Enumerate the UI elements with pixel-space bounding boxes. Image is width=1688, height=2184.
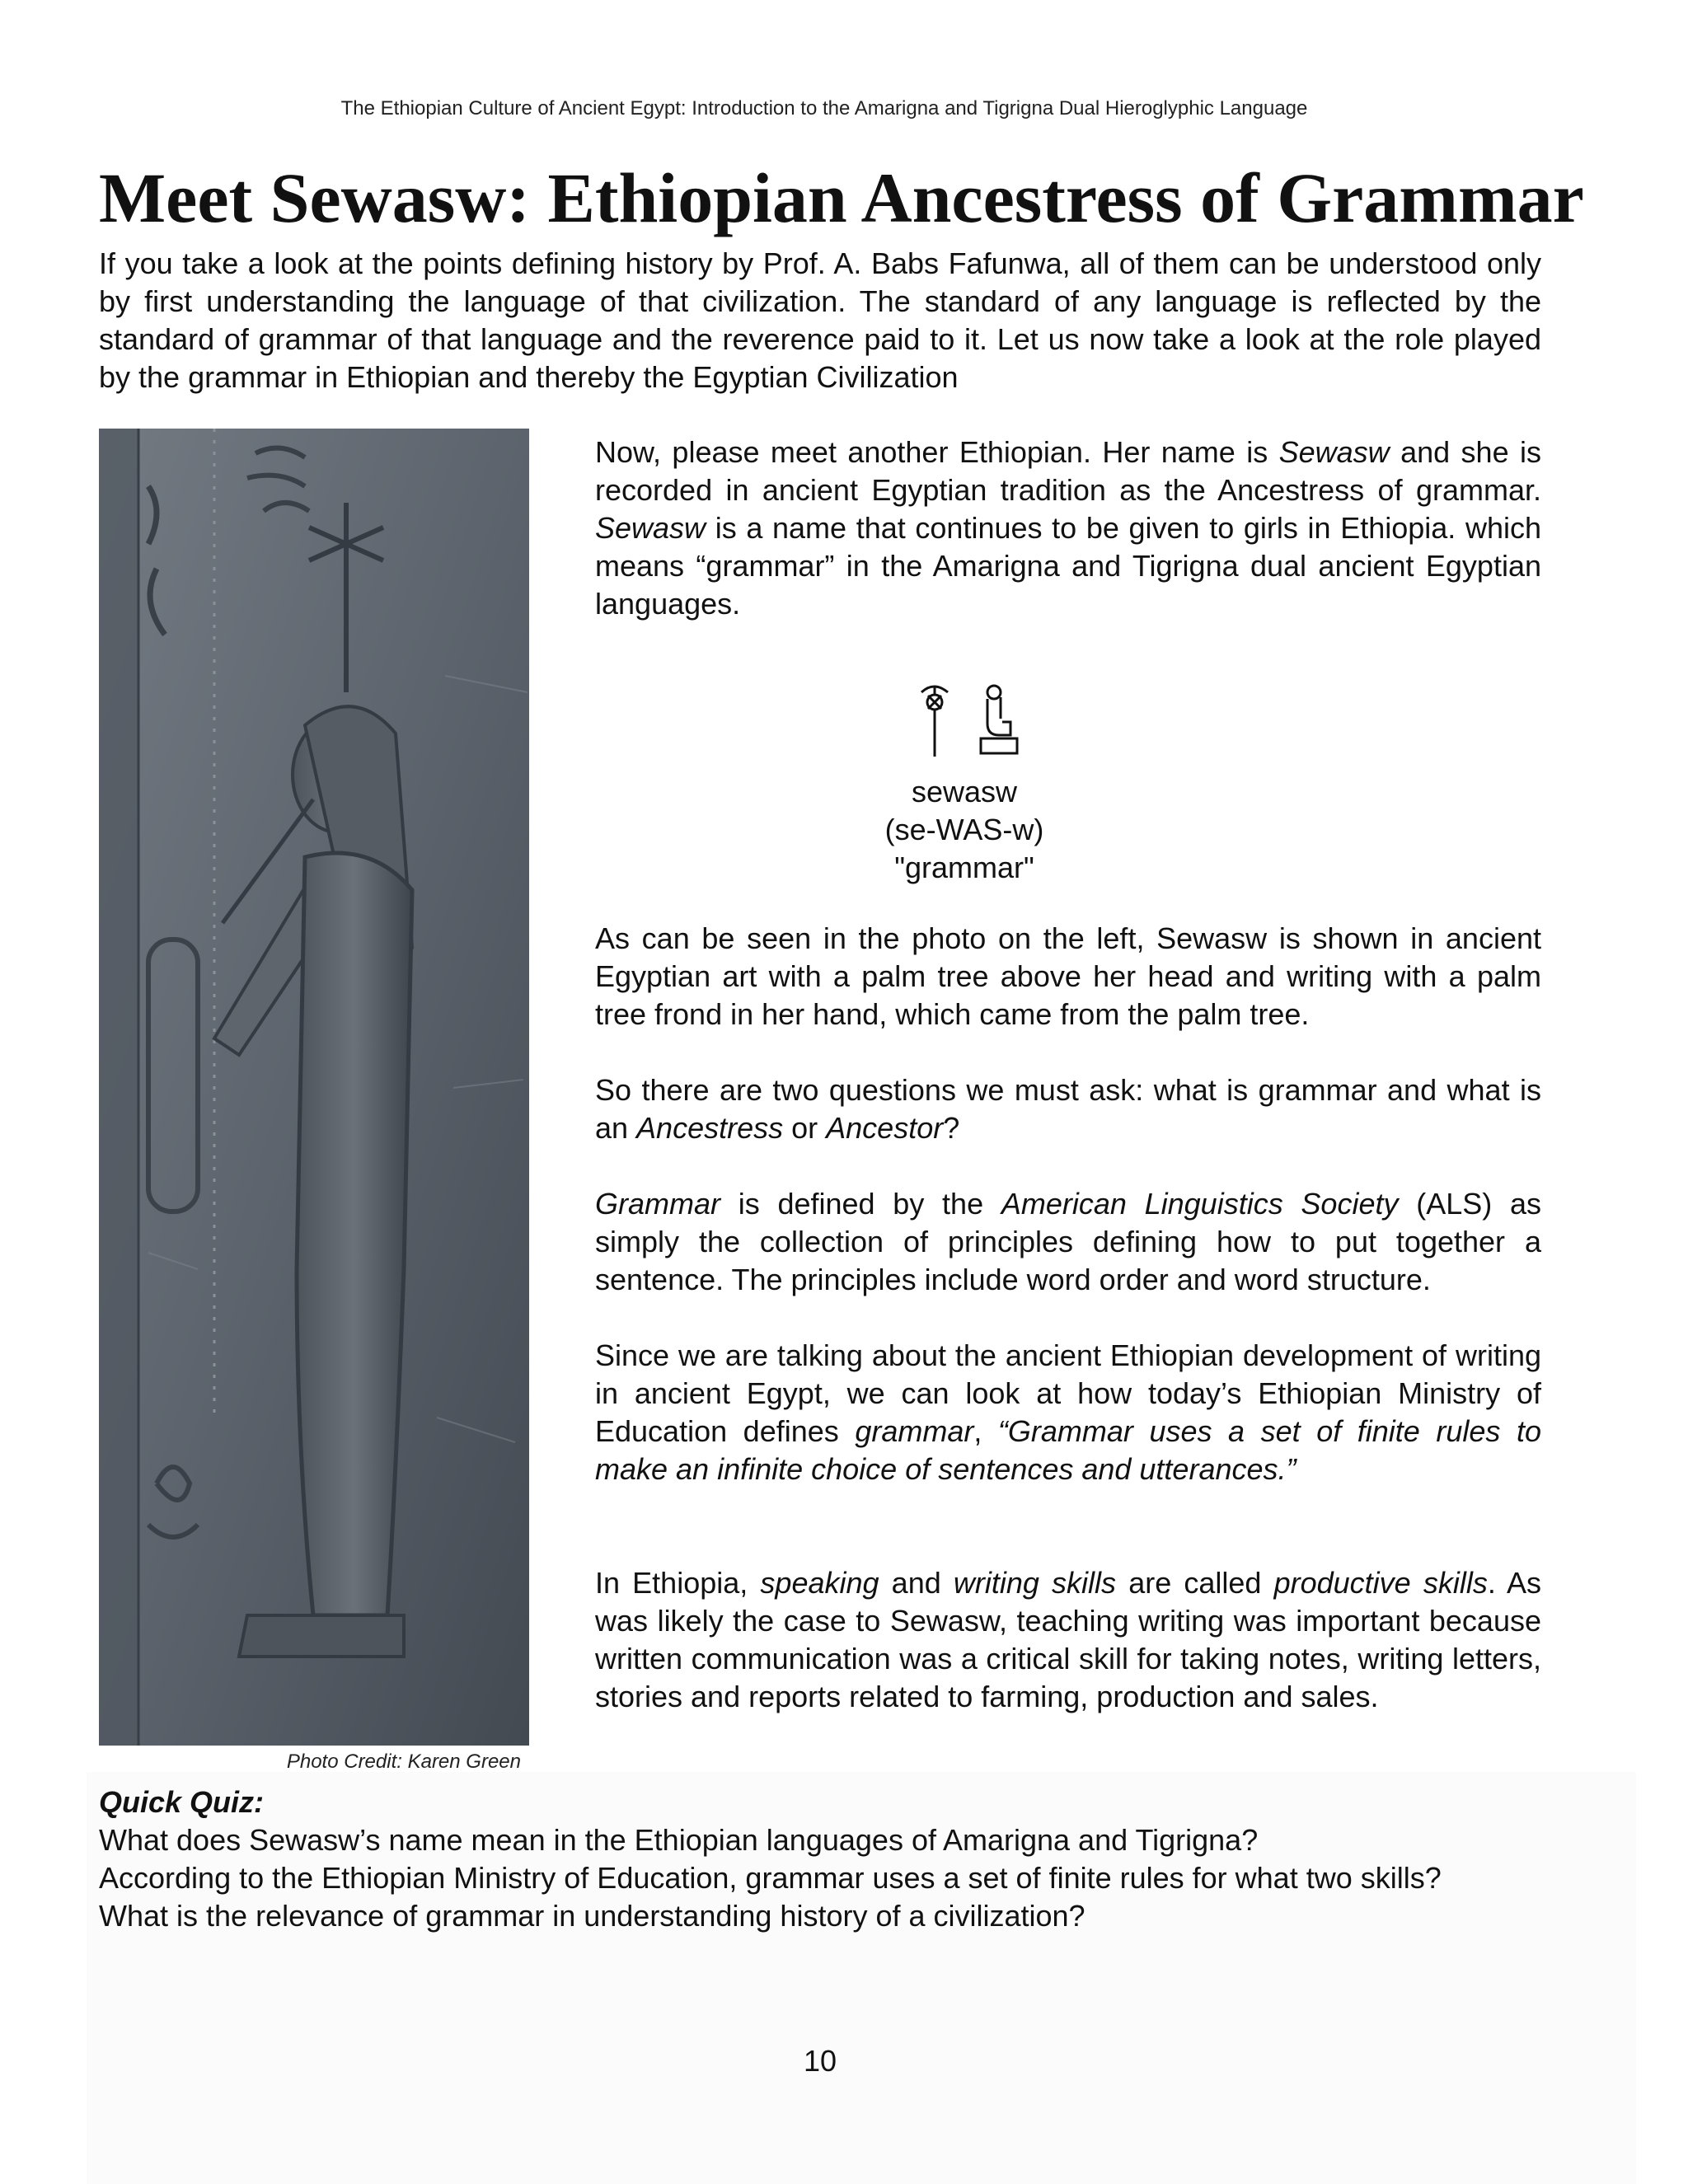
text-run: and she is recorded in ancient Egyptian tradition as the Ancestress of grammar. — [595, 435, 1541, 507]
text-run: Now, please meet another Ethiopian. Her name is — [595, 435, 1279, 469]
text-run-italic: Grammar — [595, 1187, 720, 1221]
paragraph-meet-sewasw — [595, 434, 1541, 623]
running-header: The Ethiopian Culture of Ancient Egypt: Introduction to the Amarigna and Tigrigna Dual Hieroglyphic Language — [340, 97, 1308, 120]
text-run: is a name that continues to be given to girls in Ethiopia. which means “grammar” in the Amarigna and Tigrigna dual ancient Egyptian languages. — [595, 511, 1541, 621]
quiz-question: According to the Ethiopian Ministry of Education, grammar uses a set of finite rules for what two skills? — [99, 1861, 1442, 1895]
relief-photo-illustration — [99, 429, 529, 1746]
seshat-hieroglyph-icon — [915, 681, 1022, 760]
text-run: . As was likely the case to Sewasw, teaching writing was important because written communication was a critical skill for taking notes, writing letters, stories and reports related to farming, production and sales. — [595, 1566, 1541, 1713]
text-run: or — [783, 1111, 827, 1145]
intro-paragraph: If you take a look at the points defining history by Prof. A. Babs Fafunwa, all of them can be understood only by first understanding the language of that civilization. The standard of any language is reflected by the standard of grammar of that language and the reverence paid to it. Let us now take a look at the role played by the grammar in Ethiopian and thereby the Egyptian Civilization — [99, 246, 1541, 394]
quiz-heading: Quick Quiz: — [99, 1785, 265, 1819]
page-title: Meet Sewasw: Ethiopian Ancestress of Grammar — [99, 158, 1584, 237]
text-run-italic: Sewasw — [595, 511, 706, 545]
text-run-italic: Ancestress — [636, 1111, 784, 1145]
text-run-italic: Sewasw — [1278, 435, 1390, 469]
text-run: (ALS) as simply the collection of principles defining how to put together a sentence. The principles include word order and word structure. — [595, 1187, 1541, 1296]
hieroglyph-pronunciation: (se-WAS-w) — [884, 813, 1044, 846]
paragraph-ministry-definition — [595, 1337, 1541, 1488]
quiz-questions — [99, 1821, 1442, 1935]
page-number: 10 — [803, 2044, 837, 2078]
quiz-question: What is the relevance of grammar in understanding history of a civilization? — [99, 1899, 1085, 1933]
text-run: is defined by the — [720, 1187, 1001, 1221]
hieroglyph-caption — [841, 773, 1088, 887]
hieroglyph-meaning: "grammar" — [894, 851, 1034, 884]
text-run-italic: American Linguistics Society — [1001, 1187, 1399, 1221]
text-run: So there are two questions we must ask: what is grammar and what is an — [595, 1073, 1541, 1145]
hieroglyph-drawing — [915, 681, 1022, 760]
text-run: ? — [943, 1111, 960, 1145]
text-run: and — [879, 1566, 954, 1600]
hieroglyph-word: sewasw — [911, 775, 1018, 808]
text-run-italic: grammar — [855, 1414, 974, 1448]
paragraph-grammar-definition — [595, 1185, 1541, 1299]
paragraph-productive-skills — [595, 1564, 1541, 1716]
text-run: are called — [1116, 1566, 1274, 1600]
photo-credit: Photo Credit: Karen Green — [286, 1750, 521, 1773]
text-run-italic: speaking — [760, 1566, 879, 1600]
text-run-italic: “Grammar uses a set of finite rules to make an infinite choice of sentences and utterances.” — [595, 1414, 1541, 1486]
paragraph-two-questions — [595, 1071, 1541, 1147]
paragraph-photo-description: As can be seen in the photo on the left, Sewasw is shown in ancient Egyptian art with a palm tree above her head and writing with a palm tree frond in her hand, which came from the palm tree. — [595, 921, 1541, 1031]
text-run-italic: writing skills — [953, 1566, 1117, 1600]
quiz-question: What does Sewasw’s name mean in the Ethiopian languages of Amarigna and Tigrigna? — [99, 1823, 1259, 1857]
text-run: Since we are talking about the ancient Ethiopian development of writing in ancient Egypt, we can look at how today’s Ethiopian Ministry of Education defines — [595, 1338, 1541, 1448]
text-run-italic: productive skills — [1273, 1566, 1488, 1600]
text-run: , — [973, 1414, 998, 1448]
text-run-italic: Ancestor — [826, 1111, 944, 1145]
text-run: In Ethiopia, — [595, 1566, 761, 1600]
seshat-relief-photo — [99, 429, 529, 1746]
